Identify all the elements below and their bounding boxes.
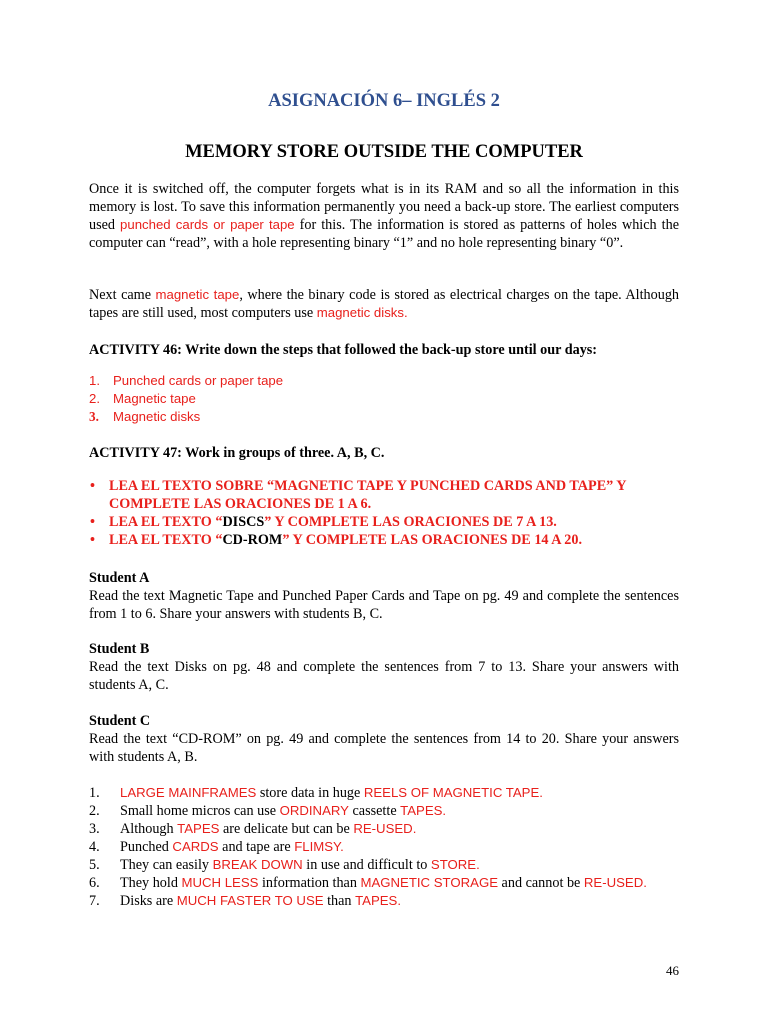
sentence-text: Punched <box>120 839 173 855</box>
sentence-number: 3. <box>89 821 100 837</box>
intro-paragraph <box>89 180 679 252</box>
sentence-answer: TAPES <box>177 821 220 836</box>
bullet-icon: • <box>90 514 95 530</box>
sentence-number: 2. <box>89 803 100 819</box>
student-label: Student C <box>89 713 151 729</box>
sentence-answer: BREAK DOWN <box>212 857 303 872</box>
sentence-text: They hold <box>120 875 182 891</box>
list-item <box>89 856 679 874</box>
instruction-text-b: CD-ROM <box>222 532 283 548</box>
list-item <box>89 408 679 426</box>
instruction-text-a: LEA EL TEXTO “ <box>109 514 223 530</box>
sentence-answer: FLIMSY. <box>294 839 344 854</box>
sentence-text: in use and difficult to <box>302 857 431 873</box>
intro-highlight: punched cards or paper tape <box>120 217 295 232</box>
bullet-icon: • <box>90 532 95 548</box>
student-instructions: Read the text Disks on pg. 48 and complete the sentences from 7 to 13. Share your answers with students A, C. <box>89 659 679 693</box>
sentence-answer: RE-USED. <box>583 875 647 890</box>
instruction-text-c: ” Y COMPLETE LAS ORACIONES DE 14 A 20. <box>282 532 583 548</box>
sentence-answer: RE-USED. <box>353 821 417 836</box>
sentence-number: 6. <box>89 875 100 891</box>
sentence-number: 5. <box>89 857 100 873</box>
list-item <box>89 892 679 910</box>
sentence-answer: MUCH FASTER TO USE <box>176 893 324 908</box>
sentences-list <box>89 784 679 910</box>
list-item <box>89 390 679 408</box>
sentence-text: and cannot be <box>498 875 584 891</box>
list-item <box>89 874 679 892</box>
sentence-answer: REELS OF MAGNETIC TAPE. <box>363 785 543 800</box>
student-c-section <box>89 712 679 766</box>
step-text: Magnetic disks <box>113 409 201 424</box>
list-item <box>89 372 679 390</box>
activity-47-heading: ACTIVITY 47: Work in groups of three. A, B, C. <box>89 445 385 461</box>
sentence-text: Small home micros can use <box>120 803 280 819</box>
instruction-text-c: ” Y COMPLETE LAS ORACIONES DE 7 A 13. <box>264 514 557 530</box>
student-instructions: Read the text Magnetic Tape and Punched Paper Cards and Tape on pg. 49 and complete the sentences from 1 to 6. Share your answers with students B, C. <box>89 588 679 622</box>
intro-text-2: for this. The information is stored as patterns of holes which the computer can “read”, with a hole representing binary “1” and no hole representing binary “0”. <box>89 217 679 251</box>
sentence-number: 7. <box>89 893 100 909</box>
sentence-answer: TAPES. <box>400 803 447 818</box>
sentence-answer: ORDINARY <box>279 803 349 818</box>
sentence-answer: MUCH LESS <box>181 875 259 890</box>
list-item <box>89 531 679 549</box>
step-text: Magnetic tape <box>113 391 196 406</box>
step-number: 3. <box>89 409 99 424</box>
list-item <box>89 513 679 531</box>
sentence-text: Disks are <box>120 893 177 909</box>
instructions-list <box>89 477 679 549</box>
magnetic-text-1: Next came <box>89 287 156 303</box>
list-item <box>89 802 679 820</box>
magnetic-paragraph <box>89 286 679 322</box>
intro-text-1: Once it is switched off, the computer forgets what is in its RAM and so all the information in this memory is lost. To save this information permanently you need a back-up store. The earliest computers used <box>89 181 679 233</box>
sentence-text: store data in huge <box>256 785 364 801</box>
student-b-section <box>89 640 679 694</box>
steps-list <box>89 372 679 426</box>
step-number: 1. <box>89 373 100 388</box>
sentence-text: than <box>323 893 356 909</box>
bullet-icon: • <box>90 478 95 494</box>
list-item <box>89 820 679 838</box>
student-label: Student B <box>89 641 150 657</box>
list-item <box>89 477 679 513</box>
student-label: Student A <box>89 570 150 586</box>
magnetic-tape-highlight: magnetic tape <box>155 287 240 302</box>
sentence-number: 4. <box>89 839 100 855</box>
student-a-section <box>89 569 679 623</box>
sentence-answer: TAPES. <box>355 893 402 908</box>
step-number: 2. <box>89 391 100 406</box>
sentence-text: are delicate but can be <box>219 821 354 837</box>
sentence-answer: STORE. <box>430 857 480 872</box>
assignment-title: ASIGNACIÓN 6– INGLÉS 2 <box>268 91 500 111</box>
magnetic-text-2: , where the binary code is stored as electrical charges on the tape. Although tapes are still used, most computers use <box>89 287 680 321</box>
page-number: 46 <box>666 963 679 978</box>
sentence-text: They can easily <box>120 857 213 873</box>
sentence-answer: LARGE MAINFRAMES <box>120 785 257 800</box>
sentence-text: cassette <box>348 803 401 819</box>
sentence-text: and tape are <box>218 839 295 855</box>
section-title: MEMORY STORE OUTSIDE THE COMPUTER <box>185 142 583 162</box>
step-text: Punched cards or paper tape <box>113 373 284 388</box>
sentence-number: 1. <box>89 785 100 801</box>
sentence-text: information than <box>258 875 361 891</box>
sentence-answer: MAGNETIC STORAGE <box>360 875 498 890</box>
list-item <box>89 838 679 856</box>
sentence-text: Although <box>120 821 178 837</box>
student-instructions: Read the text “CD-ROM” on pg. 49 and complete the sentences from 14 to 20. Share your answers with students A, B. <box>89 731 679 765</box>
magnetic-disks-highlight: magnetic disks. <box>316 305 408 320</box>
activity-46-heading: ACTIVITY 46: Write down the steps that followed the back-up store until our days: <box>89 342 598 358</box>
sentence-answer: CARDS <box>172 839 219 854</box>
instruction-text: LEA EL TEXTO SOBRE “MAGNETIC TAPE Y PUNCHED CARDS AND TAPE” Y COMPLETE LAS ORACIONES DE 1 A 6. <box>109 478 627 512</box>
list-item <box>89 784 679 802</box>
instruction-text-b: DISCS <box>222 514 265 530</box>
instruction-text-a: LEA EL TEXTO “ <box>109 532 223 548</box>
